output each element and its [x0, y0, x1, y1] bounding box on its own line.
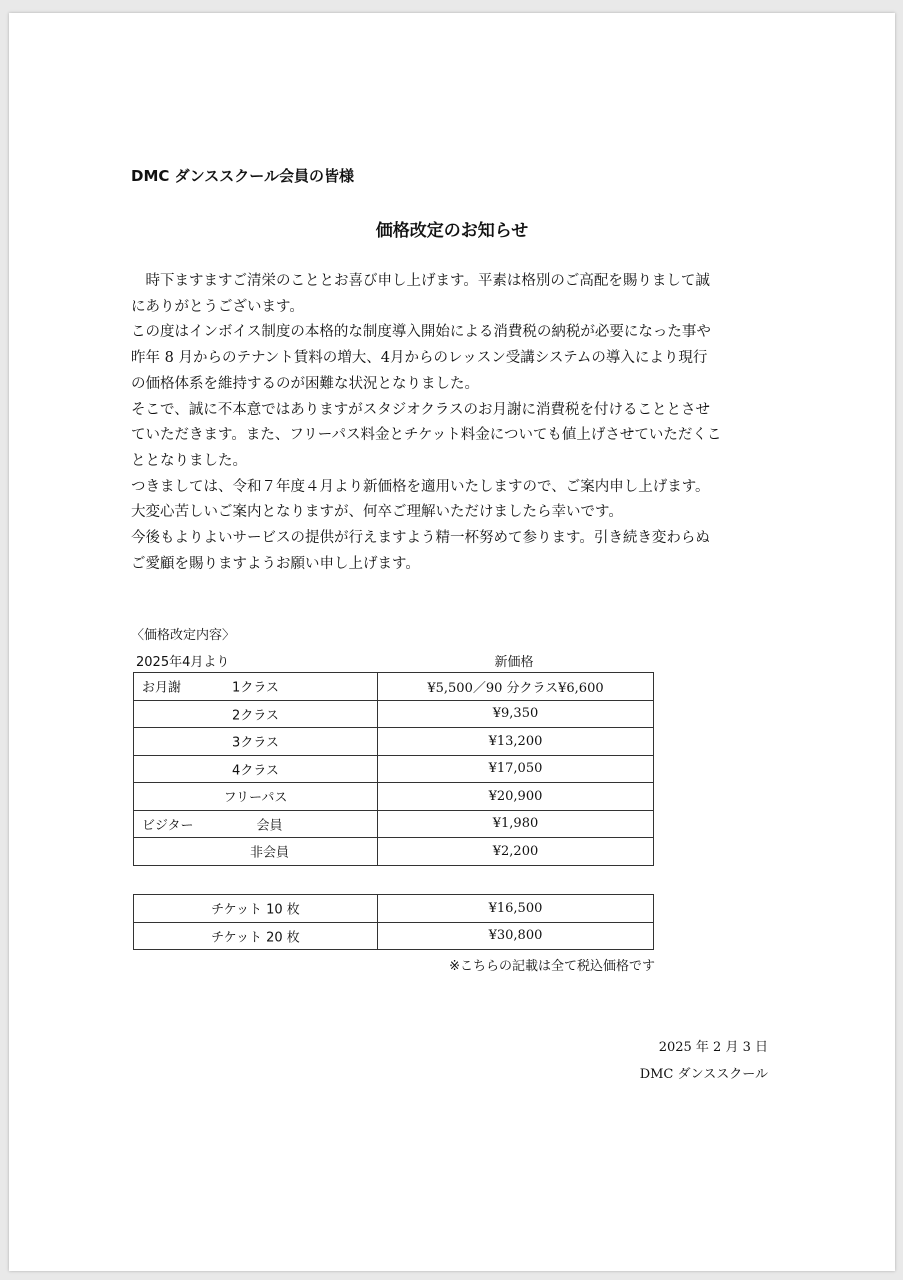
- letter-date: 2025 年 2 月 3 日: [658, 1040, 768, 1055]
- item-label: 2クラス: [232, 708, 279, 724]
- table-row: [134, 922, 654, 950]
- body-line: にありがとうございます。: [131, 298, 304, 315]
- body-line: 時下ますますご清栄のこととお喜び申し上げます。平素は格別のご高配を賜りまして誠: [131, 273, 710, 289]
- tax-note: ※こちらの記載は全て税込価格です: [449, 959, 655, 974]
- table-row: [134, 673, 654, 701]
- body-line: ご愛顧を賜りますようお願い申し上げます。: [131, 555, 420, 572]
- price-value: ¥20,900: [378, 783, 654, 811]
- body-line: の価格体系を維持するのが困難な状況となりました。: [131, 375, 479, 392]
- item-label: 1クラス: [232, 680, 279, 696]
- price-value: ¥9,350: [378, 700, 654, 728]
- body-line: 昨年 8 月からのテナント賃料の増大、4月からのレッスン受講システムの導入により現行: [131, 350, 708, 367]
- price-value: ¥13,200: [378, 728, 654, 756]
- document-page: [9, 13, 895, 1271]
- price-value: ¥2,200: [378, 838, 654, 866]
- table-row: [134, 728, 654, 756]
- document-title: 価格改定のお知らせ: [375, 221, 529, 241]
- body-line: ていただきます。また、フリーパス料金とチケット料金についても値上げさせていただくこ: [131, 427, 722, 444]
- organization-name: DMC ダンススクール: [639, 1067, 768, 1082]
- item-label: 4クラス: [232, 763, 279, 779]
- table-row: [134, 700, 654, 728]
- price-table: [133, 672, 654, 866]
- ticket-table: [133, 894, 654, 950]
- price-value: ¥17,050: [378, 755, 654, 783]
- table-row: [134, 838, 654, 866]
- addressee: DMC ダンススクール会員の皆様: [131, 167, 355, 185]
- letter-body: [131, 269, 771, 577]
- price-section-heading: 〈価格改定内容〉: [131, 628, 236, 643]
- body-line: この度はインボイス制度の本格的な制度導入開始による消費税の納税が必要になった事や: [131, 324, 711, 341]
- body-line: そこで、誠に不本意ではありますがスタジオクラスのお月謝に消費税を付けることとさせ: [131, 401, 710, 418]
- effective-date-header: 2025年4月より: [136, 655, 230, 670]
- item-label: チケット 20 枚: [211, 930, 300, 946]
- body-line: 大変心苦しいご案内となりますが、何卒ご理解いただけましたら幸いです。: [131, 504, 623, 521]
- item-label: 非会員: [249, 845, 289, 861]
- body-line: ととなりました。: [131, 452, 247, 469]
- body-line: 今後もよりよいサービスの提供が行えますよう精一杯努めて参ります。引き続き変わらぬ: [131, 530, 710, 547]
- price-value: ¥5,500／90 分クラス¥6,600: [378, 673, 654, 701]
- price-value: ¥16,500: [378, 895, 654, 923]
- item-label: フリーパス: [223, 790, 288, 806]
- category-label: ビジター: [142, 818, 194, 834]
- table-row: [134, 895, 654, 923]
- item-label: 3クラス: [232, 735, 279, 751]
- body-line: つきましては、令和７年度４月より新価格を適用いたしますので、ご案内申し上げます。: [131, 478, 710, 495]
- table-row: [134, 783, 654, 811]
- table-row: [134, 810, 654, 838]
- price-value: ¥30,800: [378, 922, 654, 950]
- table-row: [134, 755, 654, 783]
- new-price-header: 新価格: [494, 655, 534, 670]
- item-label: 会員: [256, 818, 283, 834]
- price-value: ¥1,980: [378, 810, 654, 838]
- item-label: チケット 10 枚: [211, 902, 300, 918]
- category-label: お月謝: [142, 680, 182, 696]
